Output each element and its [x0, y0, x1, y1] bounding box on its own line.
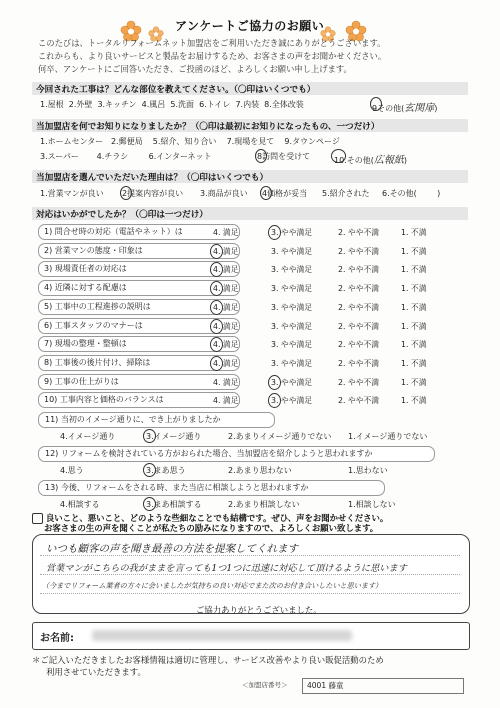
comment-prompt: 良いこと、悪いこと、どのような些細なことでも結構です。ぜひ、声をお聞かせください。	[32, 512, 388, 524]
rating-option[interactable]: 3. やや満足	[271, 247, 313, 256]
rating-option[interactable]: 2. やや不満	[338, 378, 380, 387]
rating-option[interactable]: 4. 満足	[213, 303, 239, 312]
answer-option-2: 2提案内容が良い	[122, 189, 184, 198]
rating-option[interactable]: 3. やや満足	[271, 303, 313, 312]
answer-circle	[331, 149, 346, 163]
rating-option[interactable]: 1. 不満	[401, 284, 427, 293]
answer-circle	[210, 300, 223, 315]
answer-options: 1.ホームセンター 2.郵便局 5.紹介、知り合い 7.現場を見て 9.タウンページ	[40, 137, 340, 146]
answer-circle	[143, 429, 156, 443]
intro-line: このたびは、トータルリフォームネット加盟店をご利用いただき誠にありがとうございます。	[38, 38, 386, 48]
question-label: 11) 当初のイメージ通りに、でき上がりましたか	[45, 415, 221, 424]
question-label: 当加盟店を選んでいただいた理由は？（〇印はいくつでも）	[36, 173, 269, 183]
rating-option[interactable]: 4. 満足	[213, 378, 239, 387]
thanks-text: ご協力ありがとうございました。	[196, 605, 322, 615]
rating-option[interactable]: 4. 満足	[213, 359, 239, 368]
name-label: お名前:	[40, 633, 74, 644]
rating-option[interactable]: 3. やや満足	[271, 265, 313, 274]
answer-option-4: 4価格が妥当	[262, 189, 308, 198]
rating-option[interactable]: 4. 満足	[213, 228, 239, 237]
redacted-name	[92, 630, 352, 641]
answer-circle	[255, 149, 267, 163]
shop-number-label: ＜加盟店番号＞	[242, 681, 288, 689]
answer-circle	[210, 356, 223, 371]
rating-option[interactable]: 3. やや満足	[271, 322, 313, 331]
answer-options: 3.スーパー 4.チラシ 6.インターネット	[40, 152, 212, 161]
answer-circle	[260, 186, 272, 200]
intro-line: これからも、より良いサービスと製品をお届けするため、お客さまの声をお聞かせください。	[38, 51, 387, 61]
rating-option[interactable]: 2. やや不満	[338, 284, 380, 293]
rating-option[interactable]: 4. 満足	[213, 247, 239, 256]
answer-option-other: 9その他(玄関扉)	[372, 103, 438, 114]
answer-circle	[210, 244, 223, 259]
ruled-line	[40, 593, 460, 594]
answer-option-3: 3.まあ思う	[146, 466, 186, 475]
answer-circle	[120, 186, 132, 200]
answer-option-4: 4.イメージ通り	[60, 432, 116, 441]
answer-option-6: 6.その他( )	[382, 189, 441, 198]
rating-row-label: 6) 工事スタッフのマナーは	[44, 321, 143, 330]
rating-option[interactable]: 2. やや不満	[338, 359, 380, 368]
rating-row-label: 3) 現場責任者の対応は	[44, 264, 127, 273]
rating-option[interactable]: 1. 不満	[401, 265, 427, 274]
answer-option-3: 3.まあ相談する	[146, 500, 202, 509]
rating-row-label: 8) 工事後の後片付け、掃除は	[44, 358, 151, 367]
question-label: 当加盟店を何でお知りになりましたか？（〇印は最初にお知りになったもの、一つだけ）	[36, 122, 380, 132]
answer-circle	[268, 225, 281, 240]
answer-option-4: 4.相談する	[60, 500, 100, 509]
rating-option[interactable]: 4. 満足	[213, 265, 239, 274]
rating-row-label: 2) 営業マンの態度・印象は	[44, 246, 143, 255]
rating-option[interactable]: 2. やや不満	[338, 322, 380, 331]
answer-circle	[268, 375, 281, 390]
rating-row-label: 4) 近隣に対する配慮は	[44, 283, 127, 292]
rating-option[interactable]: 4. 満足	[213, 322, 239, 331]
question-label: 12) リフォームを検討されている方がおられた場合、当加盟店を紹介しようと思われますか	[45, 449, 373, 458]
answer-circle	[143, 463, 156, 477]
rating-option[interactable]: 1. 不満	[401, 322, 427, 331]
answer-circle	[210, 262, 223, 277]
rating-option[interactable]: 3. やや満足	[271, 340, 313, 349]
rating-row-label: 9) 工事の仕上がりは	[44, 377, 119, 386]
rating-row-label: 7) 現場の整理・整頓は	[44, 339, 127, 348]
intro-line: 何卒、アンケートにご回答いただき、ご投函のほど、よろしくお願い申し上げます。	[38, 64, 352, 74]
question-label: 今回された工事は？どんな部位を教えてください。（〇印はいくつでも）	[36, 85, 316, 95]
rating-option[interactable]: 1. 不満	[401, 303, 427, 312]
rating-option[interactable]: 4. 満足	[213, 340, 239, 349]
rating-option[interactable]: 4. 満足	[213, 396, 239, 405]
footer-note: ＊ご記入いただきましたお客様情報は適切に管理し、サービス改善やより良い販促活動のため	[32, 655, 384, 665]
page-title: アンケートご協力のお願い	[175, 19, 325, 33]
shop-number-value: 4001 藤童	[307, 681, 344, 690]
rating-option[interactable]: 1. 不満	[401, 247, 427, 256]
question-label: 対応はいかがでしたか？（〇印は一つだけ）	[36, 210, 208, 220]
answer-option-3: 3.商品が良い	[200, 189, 248, 198]
answer-option-1: 1.営業マンが良い	[40, 189, 104, 198]
answer-option-2: 2.あまり思わない	[228, 466, 292, 475]
answer-option-other: 10.その他(広報紙)	[334, 155, 407, 166]
comment-handwritten: 営業マンがこちらの我がままを言っても1つ1つに迅速に対応して頂けるように思います	[46, 563, 407, 574]
comment-handwritten: （今までリフォーム業者の方々に会いましたが気持ちの良い対応でまた次のお付き合いしたいと思います）	[42, 581, 383, 590]
answer-option-1: 1.相談しない	[348, 500, 396, 509]
rating-option[interactable]: 1. 不満	[401, 396, 427, 405]
footer-note: 利用させていただきます。	[46, 667, 146, 677]
bullet-square-icon	[32, 513, 43, 524]
answer-circle	[268, 393, 281, 408]
answer-circle	[210, 337, 223, 352]
answer-option-1: 1.思わない	[348, 466, 388, 475]
answer-option-2: 2.あまりイメージ通りでない	[228, 432, 332, 441]
rating-option[interactable]: 1. 不満	[401, 340, 427, 349]
rating-option[interactable]: 3. やや満足	[271, 284, 313, 293]
rating-option[interactable]: 4. 満足	[213, 284, 239, 293]
rating-option[interactable]: 3. やや満足	[271, 359, 313, 368]
rating-option[interactable]: 3. やや満足	[271, 228, 313, 237]
comment-handwritten: いつも顧客の声を聞き最善の方法を提案してくれます	[46, 543, 298, 555]
rating-option[interactable]: 2. やや不満	[338, 247, 380, 256]
rating-option[interactable]: 1. 不満	[401, 228, 427, 237]
answer-option-8: 8訪問を受けて	[257, 152, 311, 161]
rating-option[interactable]: 2. やや不満	[338, 396, 380, 405]
rating-option[interactable]: 3. やや満足	[271, 396, 313, 405]
answer-options: 1.屋根 2.外壁 3.キッチン 4.風呂 5.洗面 6.トイレ 7.内装 8.全体改装	[40, 100, 304, 109]
answer-circle	[210, 319, 223, 334]
comment-prompt: お客さまの生の声を聞くことが私たちの励みになりますので、よろしくお願い致します。	[44, 523, 379, 533]
rating-row-label: 5) 工事中の工程進捗の説明は	[44, 302, 151, 311]
answer-option-3: 3.イメージ通り	[146, 432, 202, 441]
answer-option-1: 1.イメージ通りでない	[348, 432, 428, 441]
rating-option[interactable]: 1. 不満	[401, 359, 427, 368]
answer-circle	[370, 97, 382, 111]
answer-option-2: 2.あまり相談しない	[228, 500, 300, 509]
rating-option[interactable]: 2. やや不満	[338, 265, 380, 274]
answer-circle	[143, 497, 156, 511]
ruled-line	[40, 574, 460, 575]
rating-row-label: 10) 工事内容と価格のバランスは	[44, 395, 164, 404]
rating-option[interactable]: 2. やや不満	[338, 303, 380, 312]
answer-option-4: 4.思う	[60, 466, 84, 475]
answer-circle	[210, 281, 223, 296]
question-label: 13) 今後、リフォームをされる時、また当店に相談しようと思われますか	[45, 483, 309, 492]
rating-row-label: 1) 問合せ時の対応（電話やネット）は	[44, 227, 183, 236]
rating-option[interactable]: 3. やや満足	[271, 378, 313, 387]
rating-option[interactable]: 1. 不満	[401, 378, 427, 387]
rating-option[interactable]: 2. やや不満	[338, 340, 380, 349]
answer-option-5: 5.紹介された	[322, 189, 370, 198]
rating-option[interactable]: 2. やや不満	[338, 228, 380, 237]
